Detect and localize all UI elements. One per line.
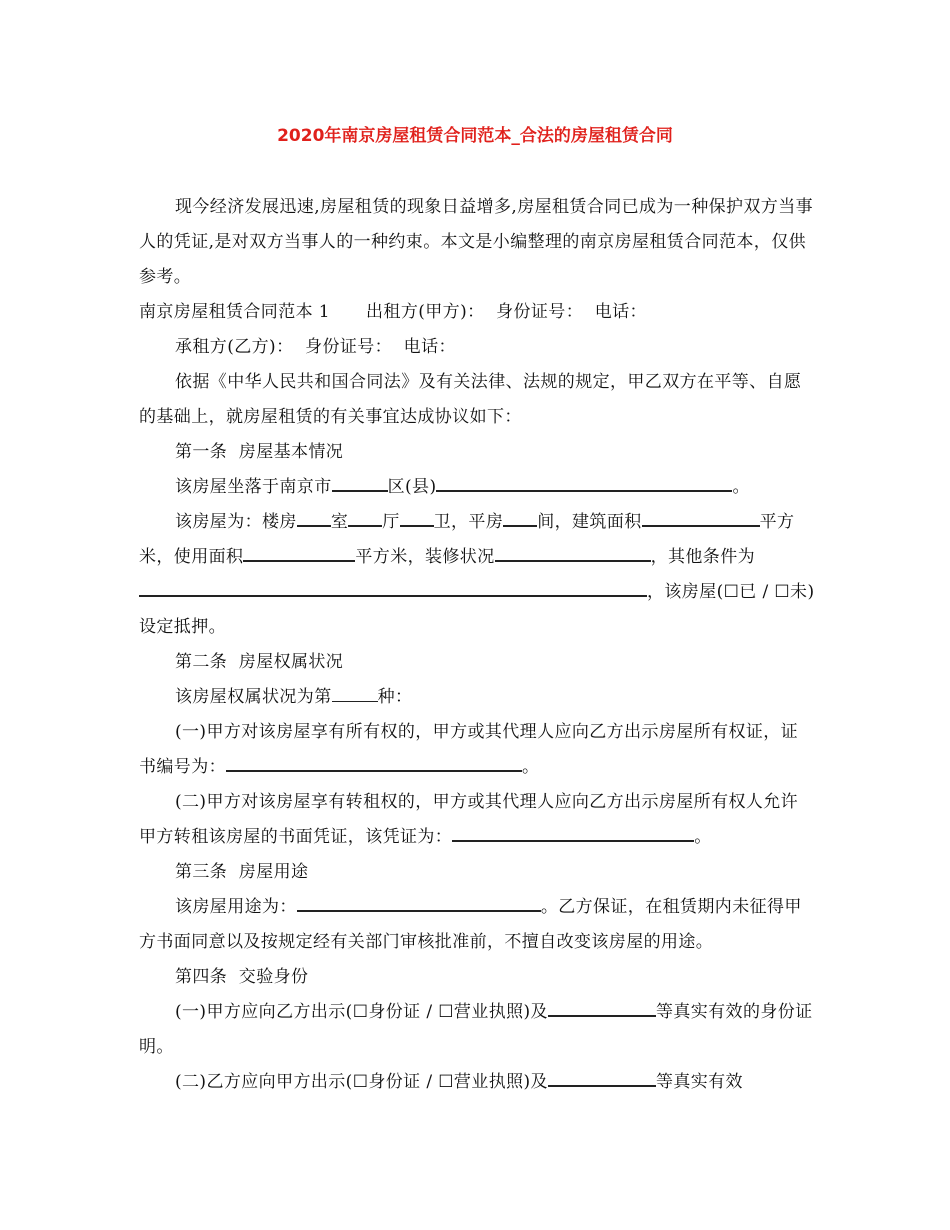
clause-text: (一)甲方对该房屋享有所有权的，甲方或其代理人应向乙方出示房屋所有权证，证书编号为： <box>139 722 799 777</box>
usable-area-blank <box>243 543 355 562</box>
article-1-heading: 第一条 房屋基本情况 <box>175 442 344 462</box>
clause-end: 。 <box>694 827 712 847</box>
location-label: 该房屋坐落于南京市 <box>175 477 332 497</box>
house-details-paragraph <box>139 505 815 645</box>
basis-paragraph: 依据《中华人民共和国合同法》及有关法律、法规的规定，甲乙双方在平等、自愿的基础上，就房屋租赁的有关事宜达成协议如下： <box>139 372 802 427</box>
article-3-heading: 第三条 房屋用途 <box>175 862 309 882</box>
address-blank <box>436 473 732 492</box>
detail-text: 平方米，装修状况 <box>355 547 495 567</box>
usage-paragraph <box>139 890 815 960</box>
clause-end: 等真实有效的身份证明。 <box>139 1002 813 1057</box>
detail-text: 间，建筑面积 <box>537 512 642 532</box>
detail-text: 室 <box>330 512 349 532</box>
detail-text: ，其他条件为 <box>650 547 756 567</box>
usage-label: 该房屋用途为： <box>175 897 297 917</box>
ownership-clause-2 <box>139 785 815 855</box>
detail-text: 厅 <box>382 512 400 532</box>
kind-blank <box>332 684 378 702</box>
clause-text: (一)甲方应向乙方出示(☐身份证 / ☐营业执照)及 <box>175 1002 548 1022</box>
identity-clause-1 <box>139 995 815 1065</box>
district-label: 区(县) <box>387 477 437 497</box>
baths-blank <box>400 508 434 527</box>
ownership-kind-line <box>139 680 815 715</box>
id-doc-blank-1 <box>548 998 656 1017</box>
kind-label: 该房屋权属状况为第 <box>175 687 332 707</box>
bungalow-blank <box>503 508 537 527</box>
article-2-heading: 第二条 房屋权属状况 <box>175 652 344 672</box>
clause-end: 等真实有效 <box>655 1072 743 1092</box>
location-end: 。 <box>732 477 750 497</box>
lessor-line <box>139 295 815 330</box>
identity-clause-2 <box>139 1065 815 1100</box>
sample-heading: 南京房屋租赁合同范本 1 <box>139 302 331 322</box>
ownership-clause-1 <box>139 715 815 785</box>
detail-text: 平方米，使用面积 <box>139 512 795 567</box>
lessor-info: 出租方(甲方)： 身份证号： 电话： <box>366 302 647 322</box>
usage-blank <box>297 893 541 912</box>
document-body <box>139 190 815 1100</box>
detail-text: 卫，平房 <box>433 512 504 532</box>
building-area-blank <box>642 508 760 527</box>
lessee-line: 承租方(乙方)： 身份证号： 电话： <box>175 337 456 357</box>
detail-text: ，该房屋(☐已 / ☐未)设定抵押。 <box>139 582 815 637</box>
kind-label-end: 种： <box>377 687 413 707</box>
clause-text: (二)甲方对该房屋享有转租权的，甲方或其代理人应向乙方出示房屋所有权人允许甲方转租该房屋的书面凭证，该凭证为： <box>139 792 799 847</box>
voucher-blank <box>452 823 694 842</box>
decoration-blank <box>495 543 651 562</box>
location-line <box>139 470 815 505</box>
clause-text: (二)乙方应向甲方出示(☐身份证 / ☐营业执照)及 <box>175 1072 548 1092</box>
intro-paragraph: 现今经济发展迅速,房屋租赁的现象日益增多,房屋租赁合同已成为一种保护双方当事人的凭证,是对双方当事人的一种约束。本文是小编整理的南京房屋租赁合同范本，仅供参考。 <box>139 197 814 287</box>
document-title: 2020年南京房屋租赁合同范本_合法的房屋租赁合同 <box>277 126 673 146</box>
halls-blank <box>348 508 382 527</box>
certificate-number-blank <box>226 753 522 772</box>
district-blank <box>332 473 388 492</box>
id-doc-blank-2 <box>548 1068 656 1087</box>
rooms-blank <box>297 508 331 527</box>
clause-end: 。 <box>522 757 540 777</box>
usage-text: 。乙方保证，在租赁期内未征得甲方书面同意以及按规定经有关部门审核批准前，不擅自改变该房屋的用途。 <box>139 897 802 952</box>
article-4-heading: 第四条 交验身份 <box>175 967 309 987</box>
detail-text: 该房屋为：楼房 <box>175 512 297 532</box>
other-conditions-blank <box>139 578 647 597</box>
